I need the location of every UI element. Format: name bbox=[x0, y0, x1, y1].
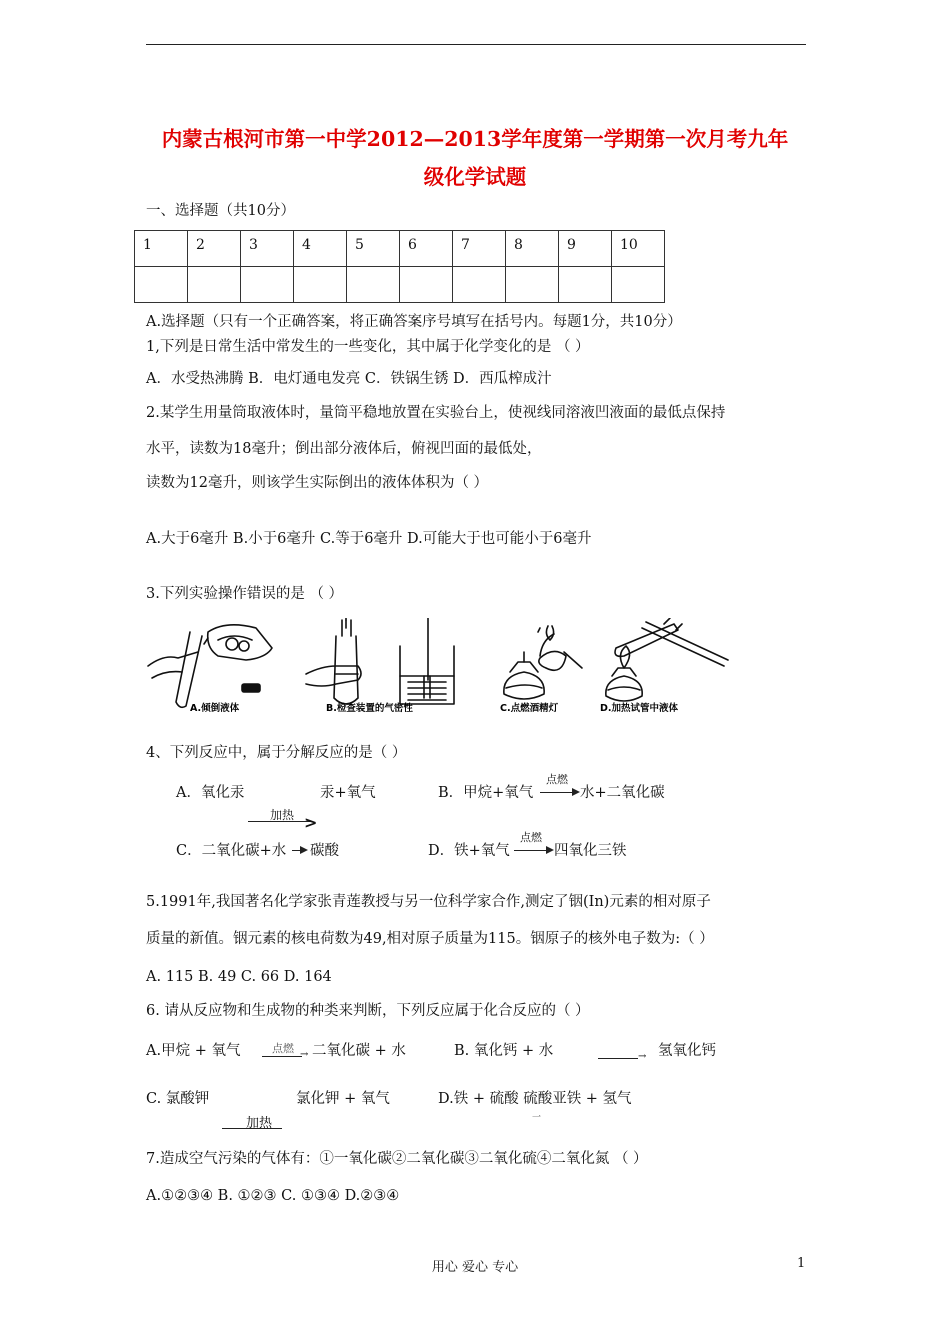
answer-cell[interactable] bbox=[347, 267, 400, 303]
q4-option-a-left: A．氧化汞 bbox=[176, 785, 245, 801]
q6-option-a-left: A.甲烷 + 氧气 bbox=[146, 1043, 241, 1059]
figure-a-pouring-liquid bbox=[148, 625, 272, 708]
instructions: A.选择题（只有一个正确答案，将正确答案序号填写在括号内。每题1分，共10分） bbox=[146, 314, 682, 330]
q4-option-d-right: 四氧化三铁 bbox=[554, 843, 627, 859]
answer-table bbox=[134, 230, 665, 303]
answer-col-3: 3 bbox=[241, 231, 294, 267]
answer-table-header-row bbox=[135, 231, 665, 267]
q2-line-2: 水平，读数为18毫升；倒出部分液体后，俯视凹面的最低处， bbox=[146, 441, 542, 457]
q4-d-arrowhead bbox=[546, 846, 554, 854]
q4-heat-arrow bbox=[248, 821, 312, 822]
footer-slogan: 用心 爱心 专心 bbox=[431, 1260, 519, 1275]
answer-col-6: 6 bbox=[400, 231, 453, 267]
title-line-1: 内蒙古根河市第一中学2012—2013学年度第一学期第一次月考九年 bbox=[161, 127, 789, 151]
q4-b-arrowhead bbox=[572, 788, 580, 796]
q6-b-arrowhead: → bbox=[638, 1051, 647, 1062]
q4-option-a-right: 汞+氧气 bbox=[320, 785, 376, 801]
section-heading: 一、选择题（共10分） bbox=[146, 203, 295, 219]
q7-options: A.①②③④ B. ①②③ C. ①③④ D.②③④ bbox=[146, 1188, 400, 1204]
q1-options: A．水受热沸腾 B．电灯通电发亮 C．铁锅生锈 D．西瓜榨成汁 bbox=[146, 371, 552, 387]
q6-option-c-left: C. 氯酸钾 bbox=[146, 1091, 210, 1107]
q6-a-arrow bbox=[262, 1056, 302, 1057]
q6-a-condition: 点燃 bbox=[272, 1042, 294, 1055]
title-line-2: 级化学试题 bbox=[423, 165, 527, 189]
q6-b-arrow bbox=[598, 1058, 638, 1059]
figure-a-label: A.倾倒液体 bbox=[190, 703, 240, 714]
q4-option-b-left: B．甲烷+氧气 bbox=[438, 785, 534, 801]
q4-c-arrowhead bbox=[300, 846, 308, 854]
q6-a-arrowhead: → bbox=[300, 1049, 309, 1060]
answer-cell[interactable] bbox=[135, 267, 188, 303]
q4-d-arrow bbox=[514, 850, 548, 851]
answer-cell[interactable] bbox=[241, 267, 294, 303]
answer-col-7: 7 bbox=[453, 231, 506, 267]
q7-stem: 7.造成空气污染的气体有：①一氧化碳②二氧化碳③二氧化硫④二氧化氮 （ ） bbox=[146, 1151, 648, 1167]
figure-b-air-tightness-check bbox=[306, 618, 454, 704]
q2-options: A.大于6毫升 B.小于6毫升 C.等于6毫升 D.可能大于也可能小于6毫升 bbox=[146, 531, 592, 547]
q6-option-c-right: 氯化钾 + 氧气 bbox=[296, 1091, 390, 1107]
figure-d-heating-test-tube bbox=[606, 618, 728, 701]
q6-heat-line bbox=[222, 1128, 282, 1129]
answer-col-1: 1 bbox=[135, 231, 188, 267]
q2-line-3: 读数为12毫升，则该学生实际倒出的液体体积为（ ） bbox=[146, 475, 489, 491]
answer-col-4: 4 bbox=[294, 231, 347, 267]
q6-option-b-right: 氢氧化钙 bbox=[658, 1043, 716, 1059]
q4-b-arrow bbox=[540, 792, 574, 793]
page-number: 1 bbox=[797, 1256, 806, 1271]
figure-d-label: D.加热试管中液体 bbox=[600, 703, 678, 714]
q4-heat-arrowhead: > bbox=[304, 813, 318, 832]
q6-heat-condition: 加热 bbox=[246, 1116, 273, 1131]
q4-heat-condition: 加热 bbox=[270, 808, 295, 822]
q6-option-d: D.铁 + 硫酸 硫酸亚铁 + 氢气 bbox=[438, 1091, 632, 1107]
q4-option-c-right: 碳酸 bbox=[310, 843, 339, 859]
q2-line-1: 2.某学生用量筒取液体时，量筒平稳地放置在实验台上，使视线同溶液凹液面的最低点保持 bbox=[146, 405, 726, 421]
q4-option-c: C．二氧化碳+水 bbox=[176, 843, 287, 859]
q4-option-b-right: 水+二氧化碳 bbox=[580, 785, 665, 801]
q4-option-d-left: D．铁+氧气 bbox=[428, 843, 510, 859]
q5-line-1: 5.1991年,我国著名化学家张青莲教授与另一位科学家合作,测定了铟(In)元素的相对原子 bbox=[146, 894, 711, 910]
answer-cell[interactable] bbox=[559, 267, 612, 303]
q3-stem: 3.下列实验操作错误的是 （ ） bbox=[146, 586, 344, 602]
answer-cell[interactable] bbox=[453, 267, 506, 303]
figure-c-label: C.点燃酒精灯 bbox=[500, 703, 559, 714]
figure-c-lighting-alcohol-lamp bbox=[504, 626, 582, 699]
q5-options: A. 115 B. 49 C. 66 D. 164 bbox=[146, 969, 332, 985]
q5-line-2: 质量的新值。铟元素的核电荷数为49,相对原子质量为115。铟原子的核外电子数为:（ ） bbox=[146, 931, 714, 947]
answer-col-5: 5 bbox=[347, 231, 400, 267]
q4-b-condition: 点燃 bbox=[546, 773, 568, 786]
answer-col-9: 9 bbox=[559, 231, 612, 267]
answer-cell[interactable] bbox=[612, 267, 665, 303]
q1-stem: 1,下列是日常生活中常发生的一些变化，其中属于化学变化的是 （ ） bbox=[146, 339, 590, 355]
q6-option-b: B. 氧化钙 + 水 bbox=[454, 1043, 554, 1059]
answer-col-2: 2 bbox=[188, 231, 241, 267]
answer-table-blank-row bbox=[135, 267, 665, 303]
answer-cell[interactable] bbox=[188, 267, 241, 303]
lab-operations-figure bbox=[146, 618, 736, 714]
figure-b-label: B.检查装置的气密性 bbox=[326, 703, 413, 714]
q6-option-a-right: 二氧化碳 + 水 bbox=[312, 1043, 406, 1059]
answer-cell[interactable] bbox=[400, 267, 453, 303]
answer-col-10: 10 bbox=[612, 231, 665, 267]
answer-cell[interactable] bbox=[506, 267, 559, 303]
q6-stem: 6. 请从反应物和生成物的种类来判断，下列反应属于化合反应的（ ） bbox=[146, 1003, 590, 1019]
q4-stem: 4、下列反应中，属于分解反应的是（ ） bbox=[146, 745, 407, 761]
header-rule bbox=[146, 44, 806, 45]
q6-d-mark: 一 bbox=[532, 1113, 542, 1123]
q4-d-condition: 点燃 bbox=[520, 831, 542, 844]
answer-col-8: 8 bbox=[506, 231, 559, 267]
answer-cell[interactable] bbox=[294, 267, 347, 303]
